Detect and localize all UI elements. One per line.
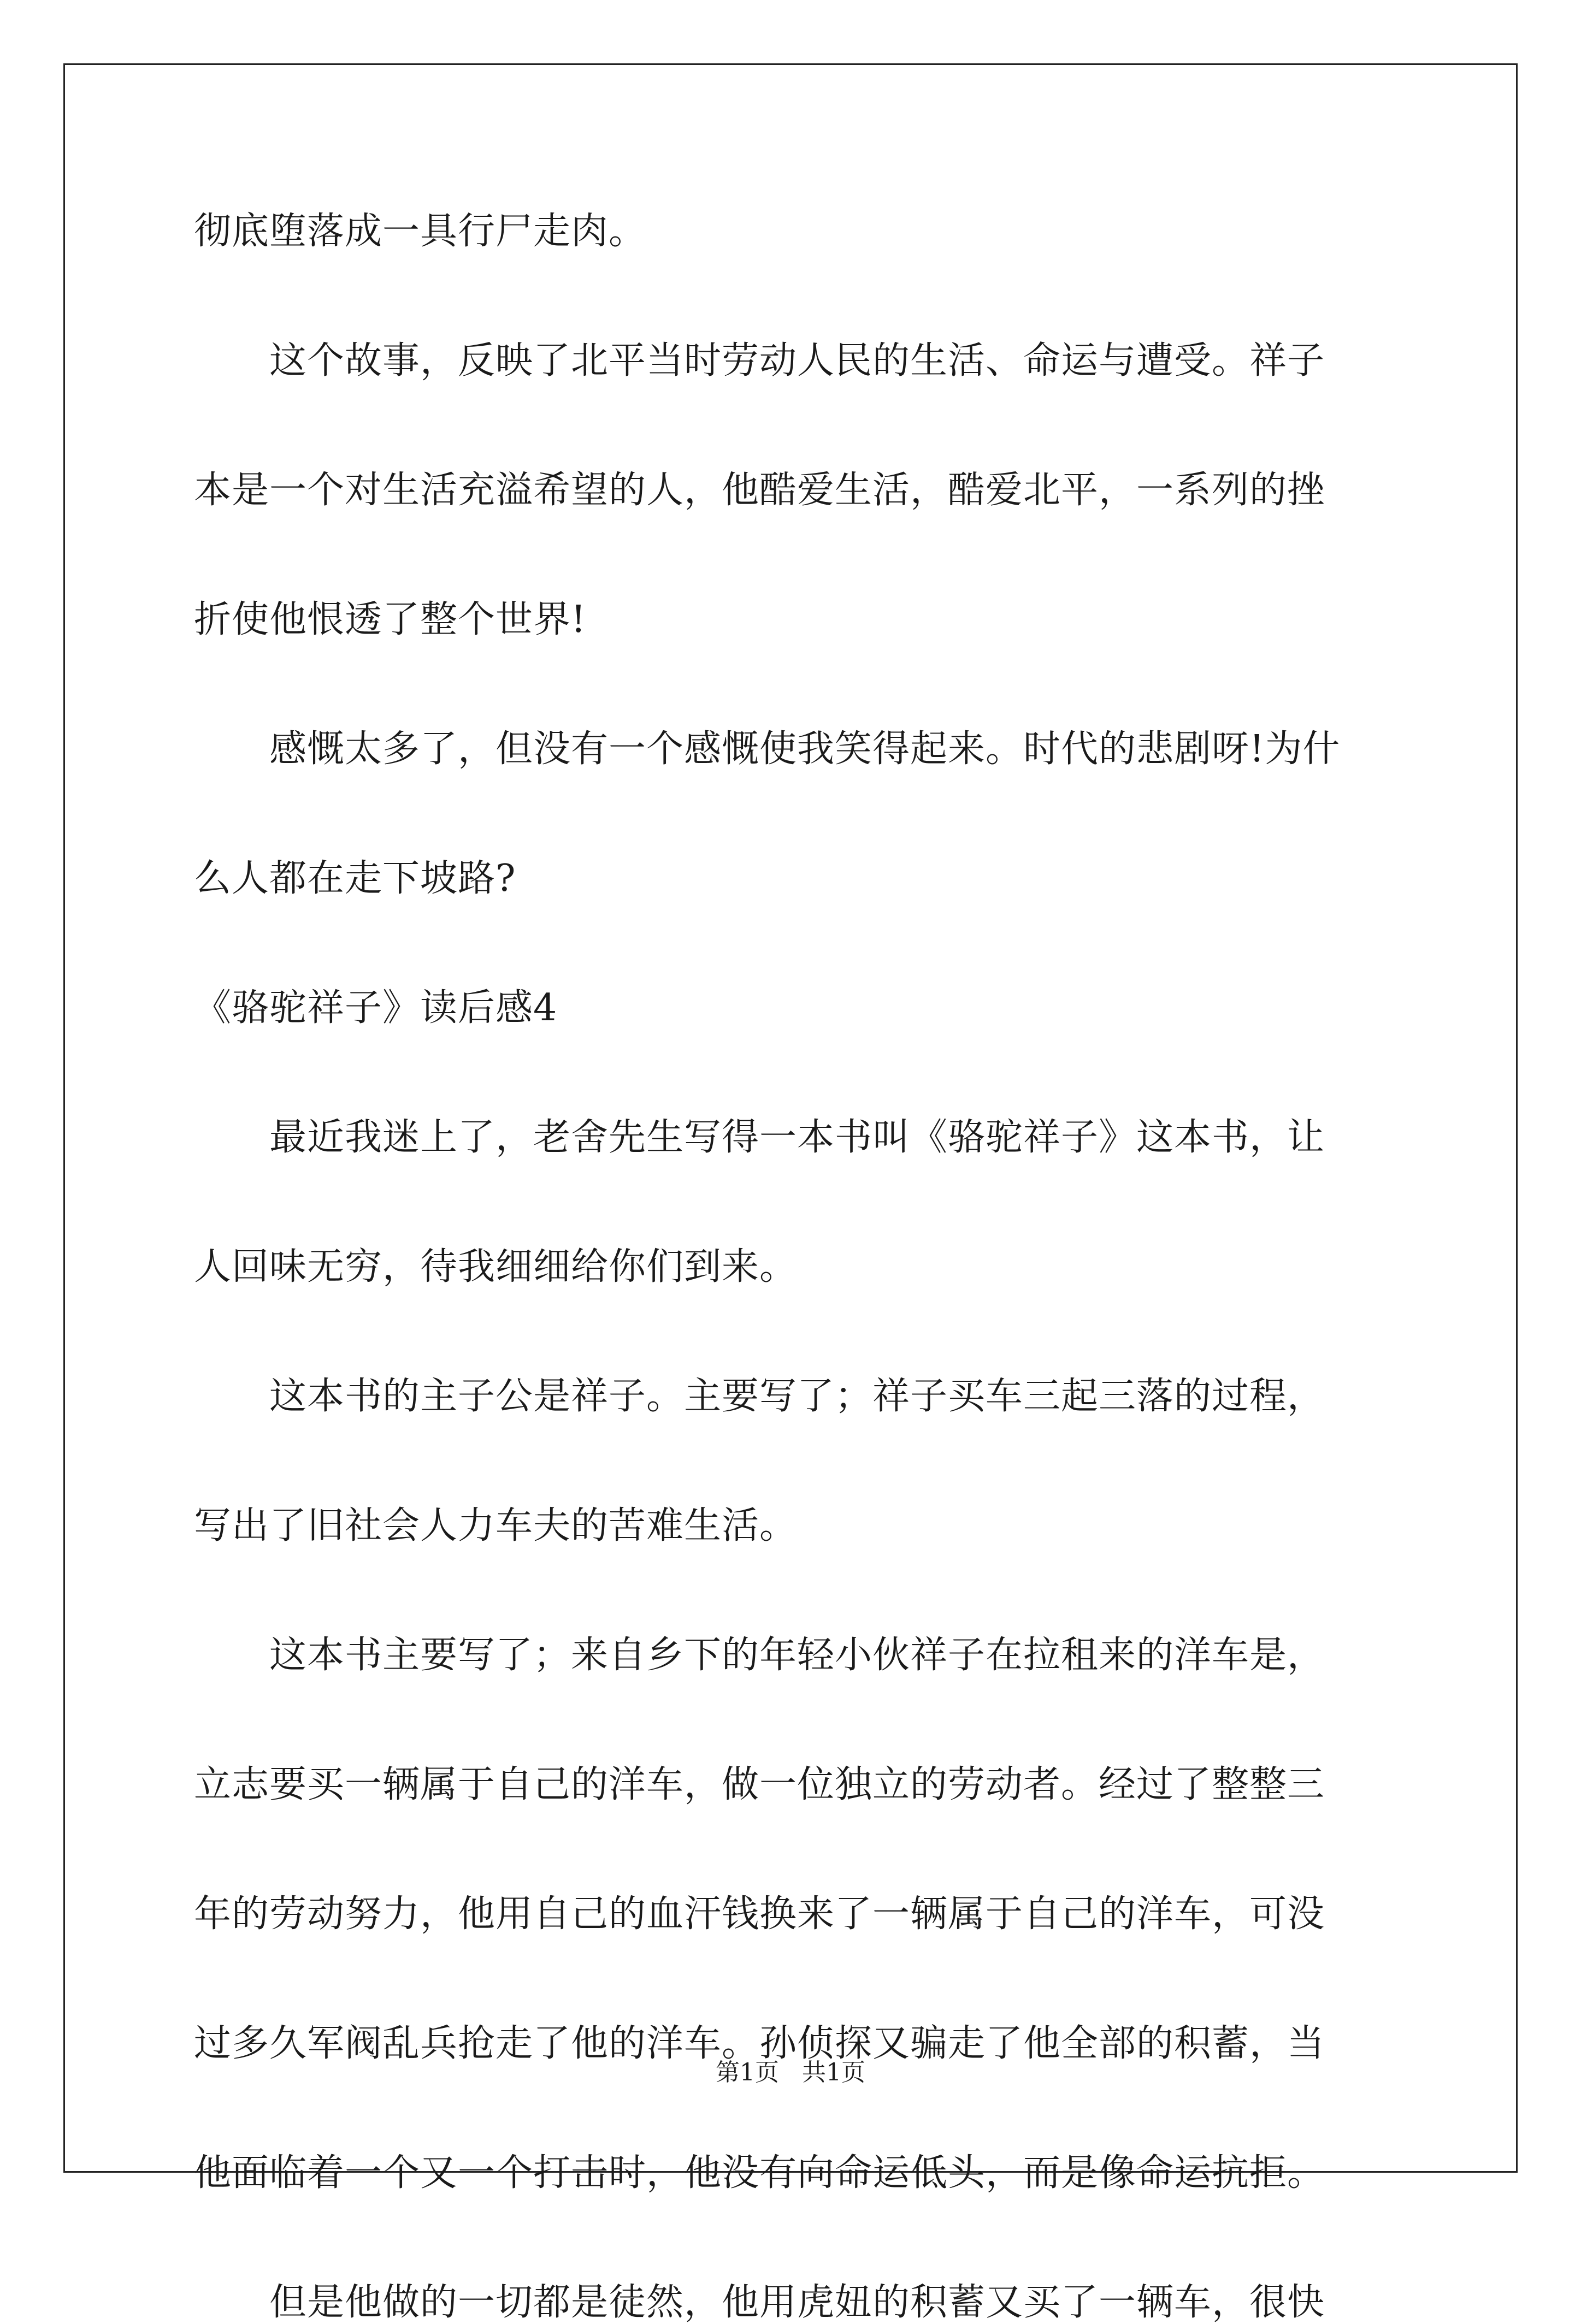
document-body — [194, 210, 1396, 2324]
text-line: 这本书的主子公是祥子。主要写了；祥子买车三起三落的过程， — [194, 1375, 1325, 1418]
section-heading: 《骆驼祥子》读后感4 — [194, 986, 558, 1030]
text-line: 他面临着一个又一个打击时，他没有向命运低头，而是像命运抗拒。 — [194, 2151, 1325, 2195]
page-number-total: 共1页 — [802, 2059, 865, 2086]
text-line: 写出了旧社会人力车夫的苦难生活。 — [194, 1504, 798, 1547]
text-line: 年的劳动努力，他用自己的血汗钱换来了一辆属于自己的洋车，可没 — [194, 1893, 1325, 1936]
text-line: 但是他做的一切都是徒然，他用虎妞的积蓄又买了一辆车，很快 — [194, 2281, 1325, 2324]
page-number-current: 第1页 — [716, 2059, 779, 2086]
text-line: 人回味无穷，待我细细给你们到来。 — [194, 1245, 798, 1288]
text-line: 彻底堕落成一具行尸走肉。 — [194, 210, 647, 253]
text-line: 过多久军阀乱兵抢走了他的洋车。孙侦探又骗走了他全部的积蓄，当 — [194, 2022, 1325, 2065]
page-footer — [0, 2059, 1581, 2086]
text-line: 这个故事，反映了北平当时劳动人民的生活、命运与遭受。祥子 — [194, 339, 1325, 382]
text-line: 折使他恨透了整个世界! — [194, 598, 587, 641]
text-line: 么人都在走下坡路? — [194, 857, 516, 900]
text-line: 本是一个对生活充溢希望的人，他酷爱生活，酷爱北平，一系列的挫 — [194, 469, 1325, 512]
text-line: 这本书主要写了；来自乡下的年轻小伙祥子在拉租来的洋车是， — [194, 1634, 1325, 1677]
text-line: 立志要买一辆属于自己的洋车，做一位独立的劳动者。经过了整整三 — [194, 1763, 1325, 1806]
text-line: 感慨太多了，但没有一个感慨使我笑得起来。时代的悲剧呀!为什 — [194, 728, 1341, 771]
text-line: 最近我迷上了，老舍先生写得一本书叫《骆驼祥子》这本书，让 — [194, 1116, 1325, 1159]
